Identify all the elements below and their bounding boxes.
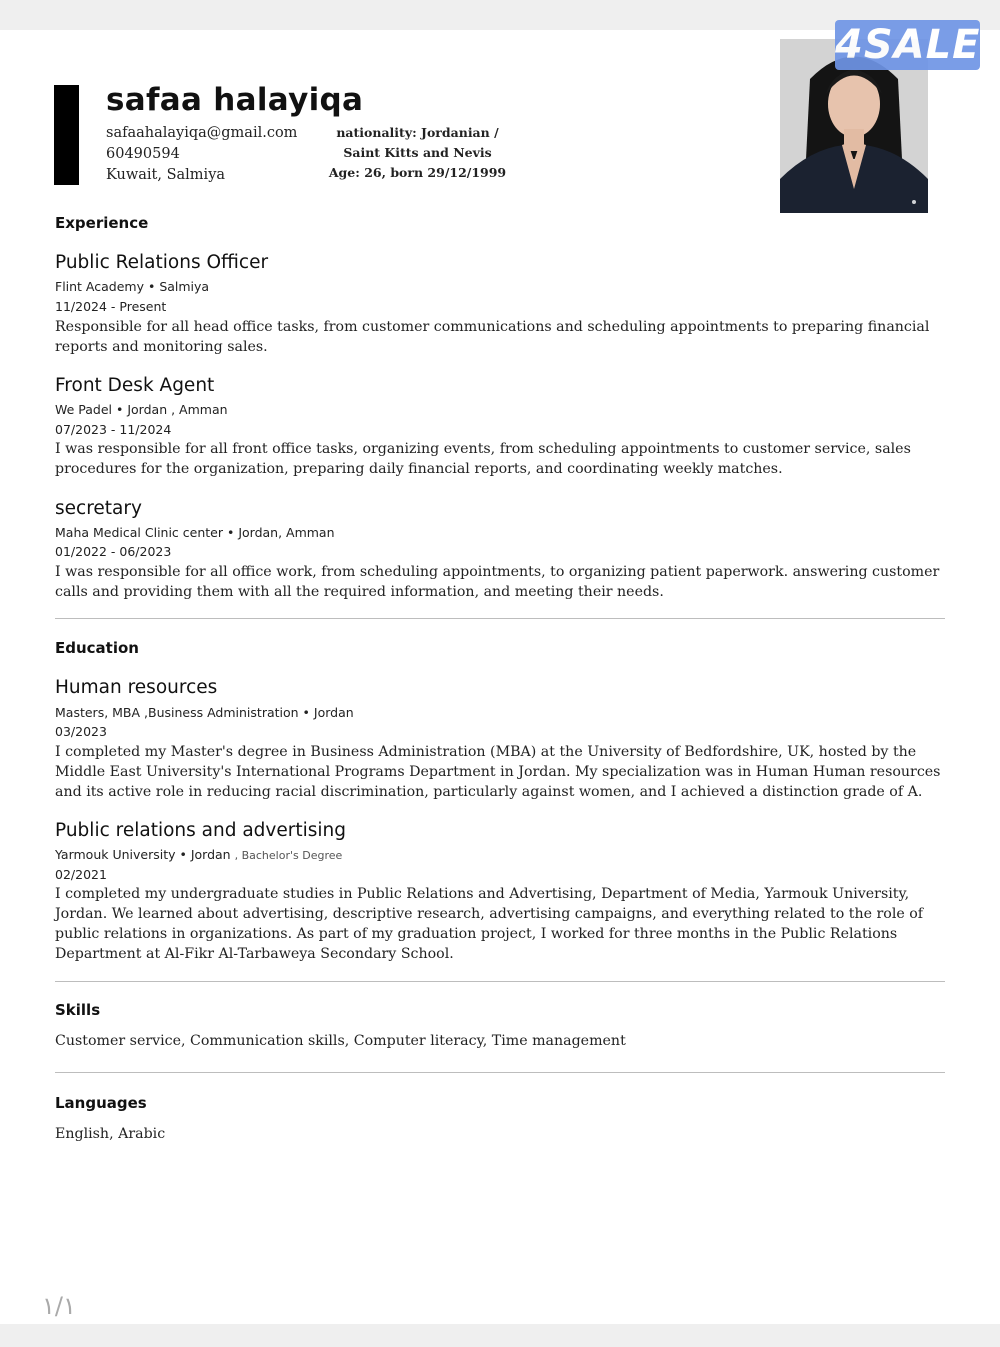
- phone-text: 60490594: [106, 146, 180, 162]
- location-text: Kuwait, Salmiya: [106, 167, 226, 183]
- degree-note: , Bachelor's Degree: [234, 849, 343, 862]
- nationality-text: nationality: Jordanian / Saint Kitts and Nevis: [336, 125, 499, 160]
- section-divider: [55, 1072, 945, 1073]
- resume-page: [0, 22, 1000, 1324]
- education-item-dates: 03/2023: [55, 724, 107, 739]
- experience-item-org: Flint Academy • Salmiya: [55, 279, 210, 294]
- education-heading: Education: [55, 639, 139, 657]
- education-item-dates: 02/2021: [55, 867, 107, 882]
- education-item-org: Masters, MBA ,Business Administration • Jordan: [55, 705, 354, 720]
- accent-bar: [54, 85, 79, 185]
- education-item-desc: I completed my Master's degree in Business Administration (MBA) at the University of Bedfordshire, UK, hosted by the Middle East University's International Programs Department in Jordan. My specialization was in Human Human resources and its active role in reducing racial discrimination, particularly against women, and I achieved a distinction grade of A.: [55, 744, 941, 800]
- experience-item-org: Maha Medical Clinic center • Jordan, Amman: [55, 525, 335, 540]
- person-name: safaa halayiqa: [106, 82, 364, 118]
- experience-item-title: secretary: [55, 498, 142, 519]
- education-item-desc: I completed my undergraduate studies in Public Relations and Advertising, Department of Media, Yarmouk University, Jordan. We learned about advertising, descriptive research, advertising campaigns, and everything related to the role of public relations in organizations. As part of my graduation project, I worked for three months in the Public Relations Department at Al-Fikr Al-Tarbaweya Secondary School.: [55, 886, 924, 962]
- experience-item-title: Front Desk Agent: [55, 375, 215, 396]
- section-divider: [55, 981, 945, 982]
- age-text: Age: 26, born 29/12/1999: [328, 165, 507, 180]
- education-item-title: Public relations and advertising: [55, 820, 346, 841]
- languages-text: English, Arabic: [55, 1126, 166, 1142]
- watermark-logo: 4SALE: [835, 22, 981, 68]
- page-number: ١/١: [42, 1292, 76, 1320]
- experience-item-desc: I was responsible for all office work, from scheduling appointments, to organizing patient paperwork. answering customer calls and providing them with all the required information, and meeting their needs.: [55, 564, 940, 600]
- skills-text: Customer service, Communication skills, Computer literacy, Time management: [55, 1033, 626, 1049]
- experience-item-dates: 07/2023 - 11/2024: [55, 422, 172, 437]
- experience-item-dates: 01/2022 - 06/2023: [55, 544, 172, 559]
- personal-info: [320, 123, 515, 183]
- contact-block: [106, 123, 297, 186]
- education-item-title: Human resources: [55, 677, 218, 698]
- experience-item-title: Public Relations Officer: [55, 252, 269, 273]
- section-divider: [55, 618, 945, 619]
- email-text: safaahalayiqa@gmail.com: [106, 125, 298, 141]
- experience-heading: Experience: [55, 214, 149, 232]
- experience-item-dates: 11/2024 - Present: [55, 299, 167, 314]
- languages-heading: Languages: [55, 1094, 147, 1112]
- education-org-text: Yarmouk University • Jordan: [55, 847, 231, 862]
- skills-heading: Skills: [55, 1001, 101, 1019]
- experience-item-desc: I was responsible for all front office tasks, organizing events, from scheduling appointments to customer service, sales procedures for the organization, preparing daily financial reports, and coordinating weekly matches.: [55, 441, 911, 477]
- education-item-org: [55, 845, 342, 866]
- experience-item-desc: Responsible for all head office tasks, from customer communications and scheduling appointments to preparing financial reports and monitoring sales.: [55, 319, 930, 355]
- experience-item-org: We Padel • Jordan , Amman: [55, 402, 228, 417]
